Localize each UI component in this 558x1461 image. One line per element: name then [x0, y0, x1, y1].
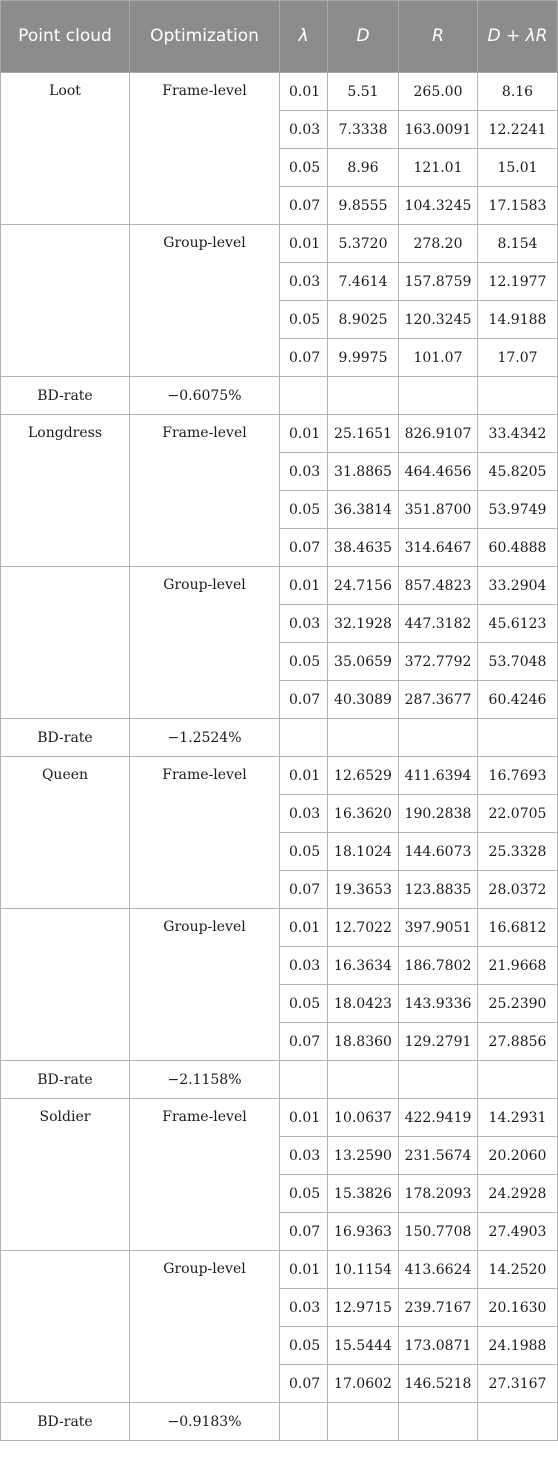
rate-cell: 314.6467 — [399, 529, 478, 567]
lambda-cell: 0.07 — [280, 1023, 328, 1061]
bd-rate-value: −0.6075% — [130, 377, 280, 415]
lambda-cell: 0.01 — [280, 567, 328, 605]
distortion-cell: 15.3826 — [328, 1175, 399, 1213]
point-cloud-cell-empty — [1, 225, 130, 377]
point-cloud-cell: Queen — [1, 757, 130, 909]
empty-cell — [478, 1403, 558, 1441]
cost-cell: 14.9188 — [478, 301, 558, 339]
cost-cell: 60.4246 — [478, 681, 558, 719]
cost-cell: 17.1583 — [478, 187, 558, 225]
lambda-cell: 0.07 — [280, 871, 328, 909]
table-row — [1, 1099, 558, 1137]
lambda-cell: 0.01 — [280, 1099, 328, 1137]
rate-cell: 372.7792 — [399, 643, 478, 681]
bd-rate-label: BD-rate — [1, 719, 130, 757]
table-row — [1, 757, 558, 795]
distortion-cell: 31.8865 — [328, 453, 399, 491]
lambda-cell: 0.01 — [280, 73, 328, 111]
cost-cell: 27.3167 — [478, 1365, 558, 1403]
header-cost: D + λR — [478, 1, 558, 73]
rate-cell: 144.6073 — [399, 833, 478, 871]
cost-cell: 14.2931 — [478, 1099, 558, 1137]
cost-cell: 24.1988 — [478, 1327, 558, 1365]
distortion-cell: 24.7156 — [328, 567, 399, 605]
lambda-cell: 0.07 — [280, 339, 328, 377]
header-point-cloud: Point cloud — [1, 1, 130, 73]
distortion-cell: 12.6529 — [328, 757, 399, 795]
rate-cell: 351.8700 — [399, 491, 478, 529]
distortion-cell: 32.1928 — [328, 605, 399, 643]
rate-cell: 163.0091 — [399, 111, 478, 149]
lambda-cell: 0.07 — [280, 1365, 328, 1403]
optimization-cell: Group-level — [130, 909, 280, 1061]
rate-cell: 190.2838 — [399, 795, 478, 833]
table-row — [1, 909, 558, 947]
cost-cell: 27.8856 — [478, 1023, 558, 1061]
optimization-cell: Frame-level — [130, 1099, 280, 1251]
lambda-cell: 0.05 — [280, 301, 328, 339]
distortion-cell: 19.3653 — [328, 871, 399, 909]
lambda-cell: 0.05 — [280, 643, 328, 681]
distortion-cell: 16.3634 — [328, 947, 399, 985]
lambda-cell: 0.03 — [280, 263, 328, 301]
rate-cell: 265.00 — [399, 73, 478, 111]
table-body — [1, 73, 558, 1441]
distortion-cell: 9.8555 — [328, 187, 399, 225]
empty-cell — [280, 719, 328, 757]
cost-cell: 53.9749 — [478, 491, 558, 529]
header-distortion: D — [328, 1, 399, 73]
lambda-cell: 0.03 — [280, 453, 328, 491]
empty-cell — [399, 719, 478, 757]
bd-rate-row — [1, 1403, 558, 1441]
table-row — [1, 1251, 558, 1289]
empty-cell — [280, 1061, 328, 1099]
bd-rate-label: BD-rate — [1, 1061, 130, 1099]
lambda-cell: 0.03 — [280, 795, 328, 833]
distortion-cell: 16.3620 — [328, 795, 399, 833]
cost-cell: 25.3328 — [478, 833, 558, 871]
distortion-cell: 9.9975 — [328, 339, 399, 377]
rate-cell: 186.7802 — [399, 947, 478, 985]
distortion-cell: 36.3814 — [328, 491, 399, 529]
distortion-cell: 5.51 — [328, 73, 399, 111]
point-cloud-cell-empty — [1, 567, 130, 719]
rate-cell: 121.01 — [399, 149, 478, 187]
table-row — [1, 73, 558, 111]
distortion-cell: 17.0602 — [328, 1365, 399, 1403]
distortion-cell: 40.3089 — [328, 681, 399, 719]
bd-rate-value: −0.9183% — [130, 1403, 280, 1441]
rate-cell: 447.3182 — [399, 605, 478, 643]
rate-cell: 143.9336 — [399, 985, 478, 1023]
cost-cell: 12.2241 — [478, 111, 558, 149]
distortion-cell: 18.0423 — [328, 985, 399, 1023]
lambda-cell: 0.03 — [280, 1289, 328, 1327]
bd-rate-row — [1, 1061, 558, 1099]
lambda-cell: 0.01 — [280, 757, 328, 795]
rate-cell: 157.8759 — [399, 263, 478, 301]
lambda-cell: 0.05 — [280, 1327, 328, 1365]
cost-cell: 25.2390 — [478, 985, 558, 1023]
rate-cell: 411.6394 — [399, 757, 478, 795]
rate-cell: 150.7708 — [399, 1213, 478, 1251]
empty-cell — [478, 719, 558, 757]
rate-cell: 129.2791 — [399, 1023, 478, 1061]
empty-cell — [328, 719, 399, 757]
cost-cell: 8.154 — [478, 225, 558, 263]
lambda-cell: 0.07 — [280, 529, 328, 567]
cost-cell: 20.1630 — [478, 1289, 558, 1327]
distortion-cell: 8.96 — [328, 149, 399, 187]
optimization-cell: Frame-level — [130, 73, 280, 225]
lambda-cell: 0.05 — [280, 833, 328, 871]
distortion-cell: 12.7022 — [328, 909, 399, 947]
lambda-cell: 0.07 — [280, 1213, 328, 1251]
bd-rate-value: −2.1158% — [130, 1061, 280, 1099]
header-rate: R — [399, 1, 478, 73]
distortion-cell: 15.5444 — [328, 1327, 399, 1365]
empty-cell — [280, 377, 328, 415]
distortion-cell: 25.1651 — [328, 415, 399, 453]
empty-cell — [478, 1061, 558, 1099]
rate-cell: 857.4823 — [399, 567, 478, 605]
cost-cell: 33.4342 — [478, 415, 558, 453]
point-cloud-cell-empty — [1, 909, 130, 1061]
cost-cell: 17.07 — [478, 339, 558, 377]
lambda-cell: 0.01 — [280, 909, 328, 947]
rate-cell: 231.5674 — [399, 1137, 478, 1175]
lambda-cell: 0.01 — [280, 225, 328, 263]
lambda-cell: 0.01 — [280, 1251, 328, 1289]
rate-cell: 464.4656 — [399, 453, 478, 491]
cost-cell: 14.2520 — [478, 1251, 558, 1289]
distortion-cell: 18.8360 — [328, 1023, 399, 1061]
bd-rate-label: BD-rate — [1, 377, 130, 415]
cost-cell: 21.9668 — [478, 947, 558, 985]
optimization-cell: Frame-level — [130, 415, 280, 567]
optimization-cell: Group-level — [130, 1251, 280, 1403]
distortion-cell: 10.0637 — [328, 1099, 399, 1137]
bd-rate-value: −1.2524% — [130, 719, 280, 757]
rate-cell: 278.20 — [399, 225, 478, 263]
table-row — [1, 415, 558, 453]
empty-cell — [280, 1403, 328, 1441]
rate-cell: 120.3245 — [399, 301, 478, 339]
rate-cell: 239.7167 — [399, 1289, 478, 1327]
cost-cell: 24.2928 — [478, 1175, 558, 1213]
point-cloud-cell-empty — [1, 1251, 130, 1403]
lambda-cell: 0.01 — [280, 415, 328, 453]
rate-cell: 397.9051 — [399, 909, 478, 947]
rate-cell: 104.3245 — [399, 187, 478, 225]
distortion-cell: 12.9715 — [328, 1289, 399, 1327]
lambda-cell: 0.03 — [280, 605, 328, 643]
rate-cell: 173.0871 — [399, 1327, 478, 1365]
lambda-cell: 0.07 — [280, 681, 328, 719]
optimization-cell: Frame-level — [130, 757, 280, 909]
lambda-cell: 0.05 — [280, 1175, 328, 1213]
distortion-cell: 10.1154 — [328, 1251, 399, 1289]
empty-cell — [328, 1403, 399, 1441]
cost-cell: 16.6812 — [478, 909, 558, 947]
rate-cell: 123.8835 — [399, 871, 478, 909]
bd-rate-row — [1, 377, 558, 415]
distortion-cell: 7.3338 — [328, 111, 399, 149]
cost-cell: 53.7048 — [478, 643, 558, 681]
header-lambda: λ — [280, 1, 328, 73]
rate-cell: 178.2093 — [399, 1175, 478, 1213]
cost-cell: 60.4888 — [478, 529, 558, 567]
cost-cell: 45.6123 — [478, 605, 558, 643]
cost-cell: 22.0705 — [478, 795, 558, 833]
bd-rate-row — [1, 719, 558, 757]
optimization-cell: Group-level — [130, 567, 280, 719]
empty-cell — [399, 377, 478, 415]
lambda-cell: 0.03 — [280, 1137, 328, 1175]
point-cloud-cell: Loot — [1, 73, 130, 225]
rate-cell: 287.3677 — [399, 681, 478, 719]
point-cloud-cell: Longdress — [1, 415, 130, 567]
table-header — [1, 1, 558, 73]
cost-cell: 33.2904 — [478, 567, 558, 605]
lambda-cell: 0.05 — [280, 985, 328, 1023]
cost-cell: 45.8205 — [478, 453, 558, 491]
lambda-cell: 0.07 — [280, 187, 328, 225]
distortion-cell: 8.9025 — [328, 301, 399, 339]
empty-cell — [478, 377, 558, 415]
cost-cell: 16.7693 — [478, 757, 558, 795]
cost-cell: 28.0372 — [478, 871, 558, 909]
table-row — [1, 225, 558, 263]
distortion-cell: 35.0659 — [328, 643, 399, 681]
header-optimization: Optimization — [130, 1, 280, 73]
empty-cell — [328, 1061, 399, 1099]
distortion-cell: 7.4614 — [328, 263, 399, 301]
rate-cell: 422.9419 — [399, 1099, 478, 1137]
header-row — [1, 1, 558, 73]
lambda-cell: 0.03 — [280, 111, 328, 149]
rate-cell: 146.5218 — [399, 1365, 478, 1403]
empty-cell — [328, 377, 399, 415]
table-row — [1, 567, 558, 605]
rate-cell: 101.07 — [399, 339, 478, 377]
cost-cell: 20.2060 — [478, 1137, 558, 1175]
distortion-cell: 18.1024 — [328, 833, 399, 871]
distortion-cell: 5.3720 — [328, 225, 399, 263]
distortion-cell: 13.2590 — [328, 1137, 399, 1175]
optimization-cell: Group-level — [130, 225, 280, 377]
rate-cell: 826.9107 — [399, 415, 478, 453]
cost-cell: 12.1977 — [478, 263, 558, 301]
distortion-cell: 38.4635 — [328, 529, 399, 567]
distortion-cell: 16.9363 — [328, 1213, 399, 1251]
lambda-cell: 0.05 — [280, 149, 328, 187]
cost-cell: 8.16 — [478, 73, 558, 111]
lambda-cell: 0.05 — [280, 491, 328, 529]
rate-cell: 413.6624 — [399, 1251, 478, 1289]
bd-rate-label: BD-rate — [1, 1403, 130, 1441]
cost-cell: 27.4903 — [478, 1213, 558, 1251]
empty-cell — [399, 1061, 478, 1099]
lambda-cell: 0.03 — [280, 947, 328, 985]
cost-cell: 15.01 — [478, 149, 558, 187]
point-cloud-cell: Soldier — [1, 1099, 130, 1251]
empty-cell — [399, 1403, 478, 1441]
